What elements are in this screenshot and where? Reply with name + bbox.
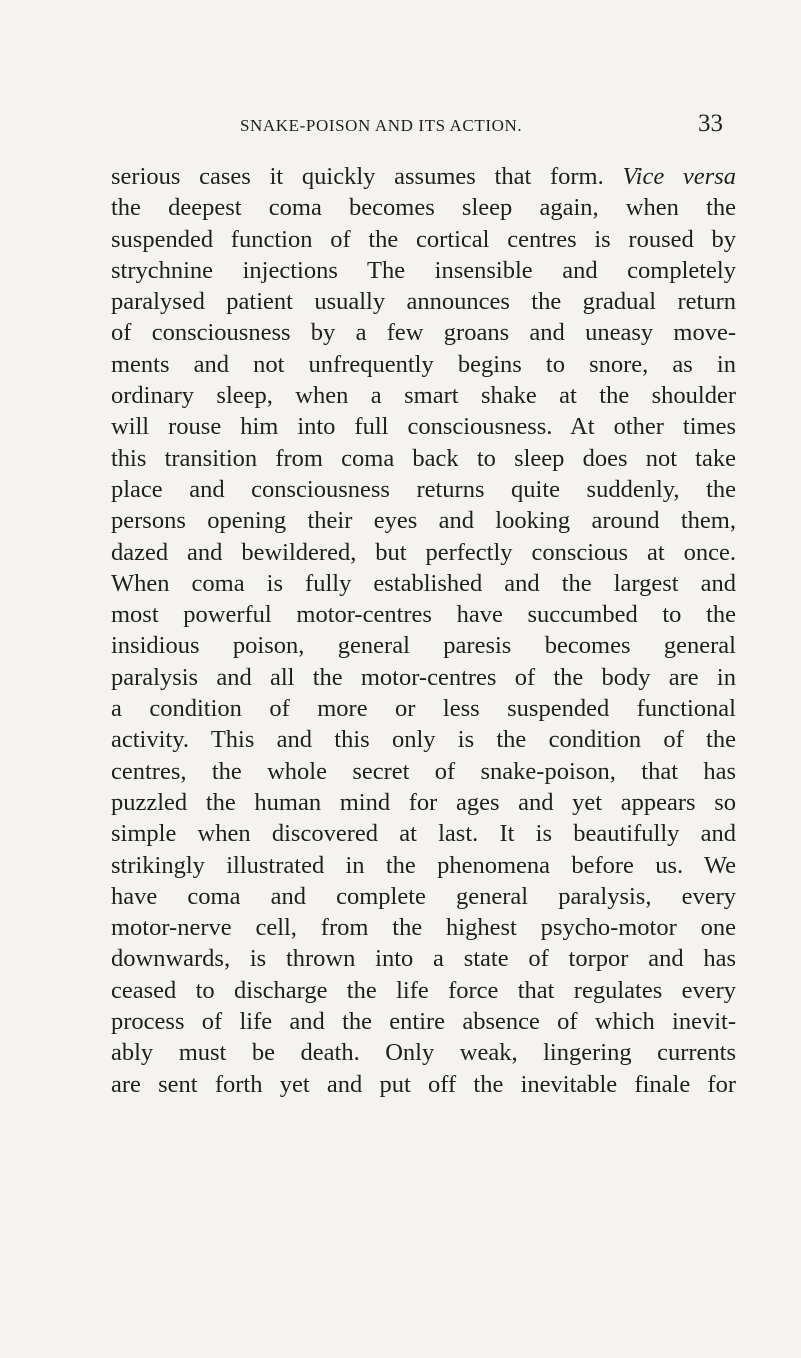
text-line: suspended function of the cortical centres is roused by: [111, 225, 736, 253]
text-line: [111, 161, 736, 192]
text-line: this transition from coma back to sleep does not take: [111, 444, 736, 472]
text-line: the deepest coma becomes sleep again, when the: [111, 194, 736, 222]
text-line: ments and not unfrequently begins to snore, as in: [111, 350, 736, 378]
text-line: have coma and complete general paralysis, every: [111, 882, 736, 910]
text-line: a condition of more or less suspended functional: [111, 695, 736, 723]
text-line: ceased to discharge the life force that regulates every: [111, 976, 736, 1004]
page-number: 33: [698, 110, 723, 137]
text-line: simple when discovered at last. It is beautifully and: [111, 820, 736, 848]
text-line: will rouse him into full consciousness. At other times: [111, 413, 736, 441]
text-line: strychnine injections The insensible and completely: [111, 256, 736, 284]
italic-phrase: Vice versa: [622, 163, 736, 190]
text-line-content: serious cases it quickly assumes that form.: [111, 163, 604, 190]
text-line: paralysis and all the motor-centres of the body are in: [111, 663, 736, 691]
text-line: downwards, is thrown into a state of torpor and has: [111, 945, 736, 973]
text-line: When coma is fully established and the largest and: [111, 569, 736, 597]
text-line: strikingly illustrated in the phenomena before us. We: [111, 851, 736, 879]
text-line: place and consciousness returns quite suddenly, the: [111, 475, 736, 503]
body-text: [111, 161, 736, 1100]
text-line: ably must be death. Only weak, lingering currents: [111, 1039, 736, 1067]
text-line: motor-nerve cell, from the highest psycho-motor one: [111, 914, 736, 942]
text-line: most powerful motor-centres have succumbed to the: [111, 601, 736, 629]
text-line: ordinary sleep, when a smart shake at the shoulder: [111, 382, 736, 410]
text-line: process of life and the entire absence of which inevit-: [111, 1008, 736, 1036]
running-head: SNAKE-POISON AND ITS ACTION.: [240, 116, 523, 135]
text-line: persons opening their eyes and looking around them,: [111, 507, 736, 535]
text-line: of consciousness by a few groans and uneasy move-: [111, 319, 736, 347]
text-line: centres, the whole secret of snake-poison, that has: [111, 757, 736, 785]
text-line: are sent forth yet and put off the inevitable finale for: [111, 1070, 736, 1098]
text-line: insidious poison, general paresis becomes general: [111, 632, 736, 660]
text-line: dazed and bewildered, but perfectly conscious at once.: [111, 538, 736, 566]
text-line: puzzled the human mind for ages and yet appears so: [111, 788, 736, 816]
text-line: paralysed patient usually announces the gradual return: [111, 288, 736, 316]
text-line: activity. This and this only is the condition of the: [111, 726, 736, 754]
